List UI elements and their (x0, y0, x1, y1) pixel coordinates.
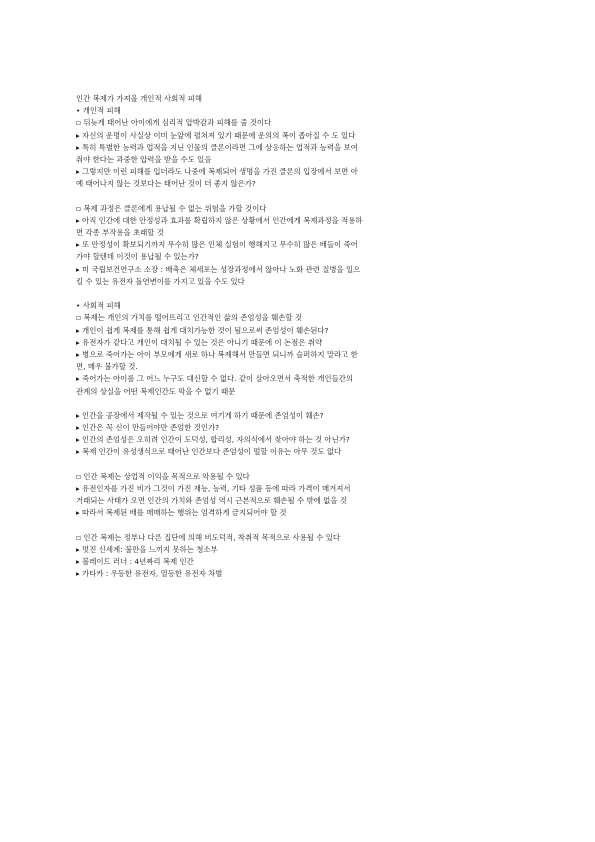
bullet-line: ▸ 인간의 존엄성은 오히려 인간이 도덕성, 합리성, 자의식에서 찾아야 하는 것 아닌가? (76, 435, 350, 445)
bullet-continuation: 면, 매우 불가할 것. (76, 362, 138, 372)
bullet-continuation: 가야 할텐데 이것이 용납될 수 있는가? (76, 252, 199, 262)
point-heading: ▫ 뒤늦게 태어난 아이에게 심리적 압박감과 피해를 줄 것이다 (76, 118, 272, 128)
bullet-line: ▸ 인간을 공장에서 제작될 수 있는 것으로 여기게 하기 때문에 존엄성이 훼손? (76, 410, 324, 420)
bullet-continuation: 줘야 한다는 과중한 압력을 받을 수도 있음 (76, 154, 212, 164)
point-heading: ▫ 복제는 개인의 가치를 떨어뜨리고 인간적인 삶의 존엄성을 훼손할 것 (76, 313, 303, 323)
spacer (76, 191, 514, 203)
section-heading-social: • 사회적 피해 (76, 301, 121, 311)
bullet-continuation: 예 태어나지 않는 것보다는 태어난 것이 더 좋지 않은가? (76, 179, 256, 189)
bullet-continuation: 관계의 상실을 어떤 복제인간도 막을 수 없기 때문 (76, 386, 236, 396)
bullet-line: ▸ 자신의 운명이 사실상 이미 눈앞에 펼쳐져 있기 때문에 운의의 폭이 좁아질 수 도 있다 (76, 130, 356, 140)
bullet-line: ▸ 따라서 복제된 배를 매매하는 행위는 엄격하게 금지되어야 할 것 (76, 508, 287, 518)
point-heading: ▫ 인간 복제는 상업적 이익을 목적으로 악용될 수 있다 (76, 471, 250, 481)
document-body (76, 93, 514, 581)
bullet-line: ▸ 또 안정성이 확보되기까지 무수히 많은 인체 실험이 행해지고 무수히 많은 배들이 죽어 (76, 240, 358, 250)
spacer (76, 398, 514, 410)
bullet-line: ▸ 특히 특별한 능력과 업적을 지닌 인물의 클론이라면 그에 상응하는 업적과 능력을 보여 (76, 142, 358, 152)
point-heading: ▫ 인간 복제는 정부나 다른 집단에 의해 비도덕적, 착취적 목적으로 사용될 수 있다 (76, 532, 341, 542)
section-heading-personal: • 개인적 피해 (76, 106, 121, 116)
bullet-line: ▸ 가타카 : 우등한 유전자, 열등한 유전자 차별 (76, 569, 223, 579)
bullet-line: ▸ 아직 인간에 대한 안정성과 효과를 확립하지 않은 상황에서 인간에게 복제과정을 적용하 (76, 215, 363, 225)
bullet-line: ▸ 병으로 죽어가는 아이 부모에게 새로 하나 복제해서 만들면 되니까 슬퍼하지 말라고 한 (76, 349, 358, 359)
bullet-line: ▸ 블레이드 러너 : 4년짜리 복제 인간 (76, 557, 194, 567)
bullet-continuation: 킬 수 있는 유전자 돌연변이를 가지고 있을 수도 있다 (76, 276, 245, 286)
bullet-line: ▸ 복제 인간이 유성생식으로 태어난 인간보다 존엄성이 떨할 이유는 아무 것도 없다 (76, 447, 342, 457)
bullet-line: ▸ 유전자가 같다고 개인이 대치될 수 있는 것은 아니기 때문에 이 논점은 취약 (76, 337, 323, 347)
point-heading: ▫ 복제 과정은 클론에게 용납될 수 없는 위험을 가할 것이다 (76, 203, 267, 213)
bullet-line: ▸ 그렇지만 이런 피해를 입더라도 나중에 복제되어 생명을 가진 클론의 입장에서 보면 아 (76, 167, 358, 177)
bullet-continuation: 거래되는 사태가 오면 인간의 가치와 존엄성 역시 근본적으로 훼손될 수 밖에 없을 것 (76, 496, 347, 506)
spacer (76, 288, 514, 300)
bullet-line: ▸ 미 국립보건연구소 소장 : 배축은 체세포는 성장과정에서 않아나 노화 관련 질병을 일으 (76, 264, 361, 274)
bullet-continuation: 면 각종 부작용을 초래할 것 (76, 228, 164, 238)
bullet-line: ▸ 유전인자를 가진 비가 그것이 가진 재능, 능력, 기타 성품 등에 따라 가격이 매겨져서 (76, 484, 351, 493)
spacer (76, 459, 514, 471)
bullet-line: ▸ 죽어가는 아이를 그 어느 누구도 대신할 수 없다. 같이 살아오면서 축적한 개인들간의 (76, 374, 353, 384)
bullet-line: ▸ 인간은 꼭 신이 만들어야만 존엄한 것인가? (76, 423, 220, 433)
spacer (76, 520, 514, 532)
bullet-line: ▸ 멋진 신세계: 불만을 느끼지 못하는 청소부 (76, 544, 218, 554)
bullet-line: ▸ 개인이 쉽게 복제를 통해 쉽게 대치가능한 것이 됨으로써 존엄성이 훼손된다? (76, 325, 329, 335)
page-title: 인간 복제가 가져올 개인적 사회적 피해 (76, 94, 202, 103)
